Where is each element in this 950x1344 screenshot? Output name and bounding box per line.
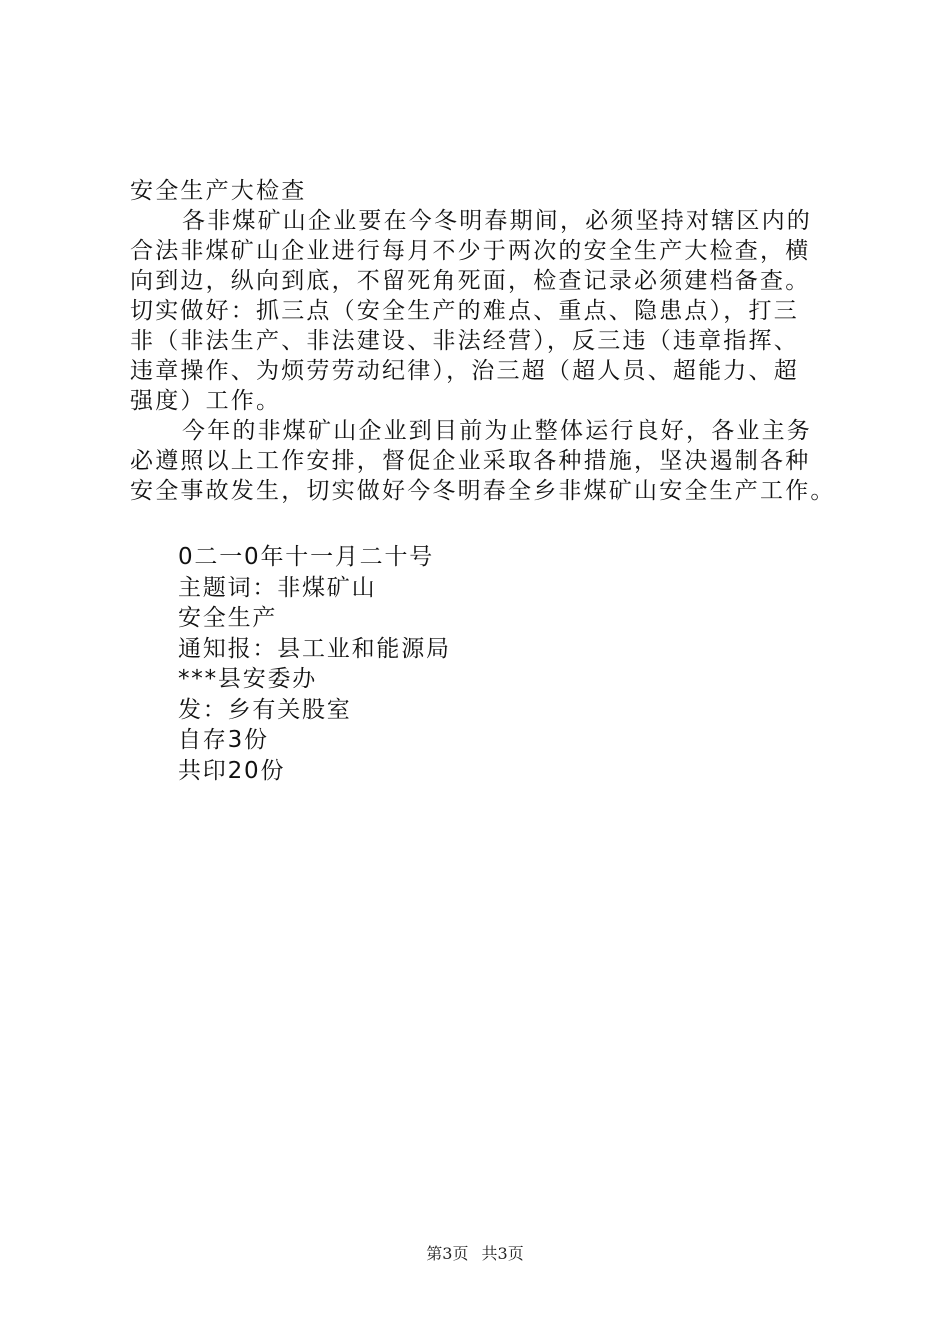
- meta-subject-2: 安全生产: [178, 605, 278, 631]
- paragraph-line: 违章操作、为烦劳劳动纪律），治三超（超人员、超能力、超: [130, 358, 799, 384]
- meta-print: 共印20份: [178, 757, 286, 784]
- paragraph-1: [130, 206, 840, 416]
- paragraph-line: 向到边，纵向到底，不留死角死面，检查记录必须建档备查。: [130, 268, 811, 294]
- meta-subject: 主题词：非煤矿山: [178, 574, 377, 601]
- document-meta: [178, 542, 451, 786]
- meta-notify-2: ***县安委办: [178, 666, 318, 692]
- page-footer: [0, 1244, 950, 1264]
- meta-send: 发：乡有关股室: [178, 696, 352, 723]
- paragraph-line: 强度）工作。: [130, 388, 282, 414]
- paragraph-line: 非（非法生产、非法建设、非法经营），反三违（违章指挥、: [130, 328, 799, 354]
- page-number: 第3页: [426, 1244, 469, 1263]
- paragraph-line: 今年的非煤矿山企业到目前为止整体运行良好，各业主务: [182, 418, 812, 444]
- meta-notify: 通知报：县工业和能源局: [178, 635, 451, 662]
- paragraph-line: 切实做好：抓三点（安全生产的难点、重点、隐患点），打三: [130, 298, 799, 324]
- meta-date: 0二一0年十一月二十号: [178, 544, 435, 570]
- paragraph-line: 必遵照以上工作安排，督促企业采取各种措施，坚决遏制各种: [130, 448, 811, 474]
- paragraph-line: 安全事故发生，切实做好今冬明春全乡非煤矿山安全生产工作。: [130, 478, 836, 504]
- paragraph-line: 合法非煤矿山企业进行每月不少于两次的安全生产大检查，横: [130, 238, 811, 264]
- paragraph-line: 各非煤矿山企业要在今冬明春期间，必须坚持对辖区内的: [182, 208, 812, 234]
- paragraph-2: [130, 416, 840, 506]
- page-total: 共3页: [481, 1244, 524, 1263]
- section-heading: 安全生产大检查: [130, 178, 307, 204]
- document-body: [130, 176, 840, 506]
- meta-keep: 自存3份: [178, 727, 269, 753]
